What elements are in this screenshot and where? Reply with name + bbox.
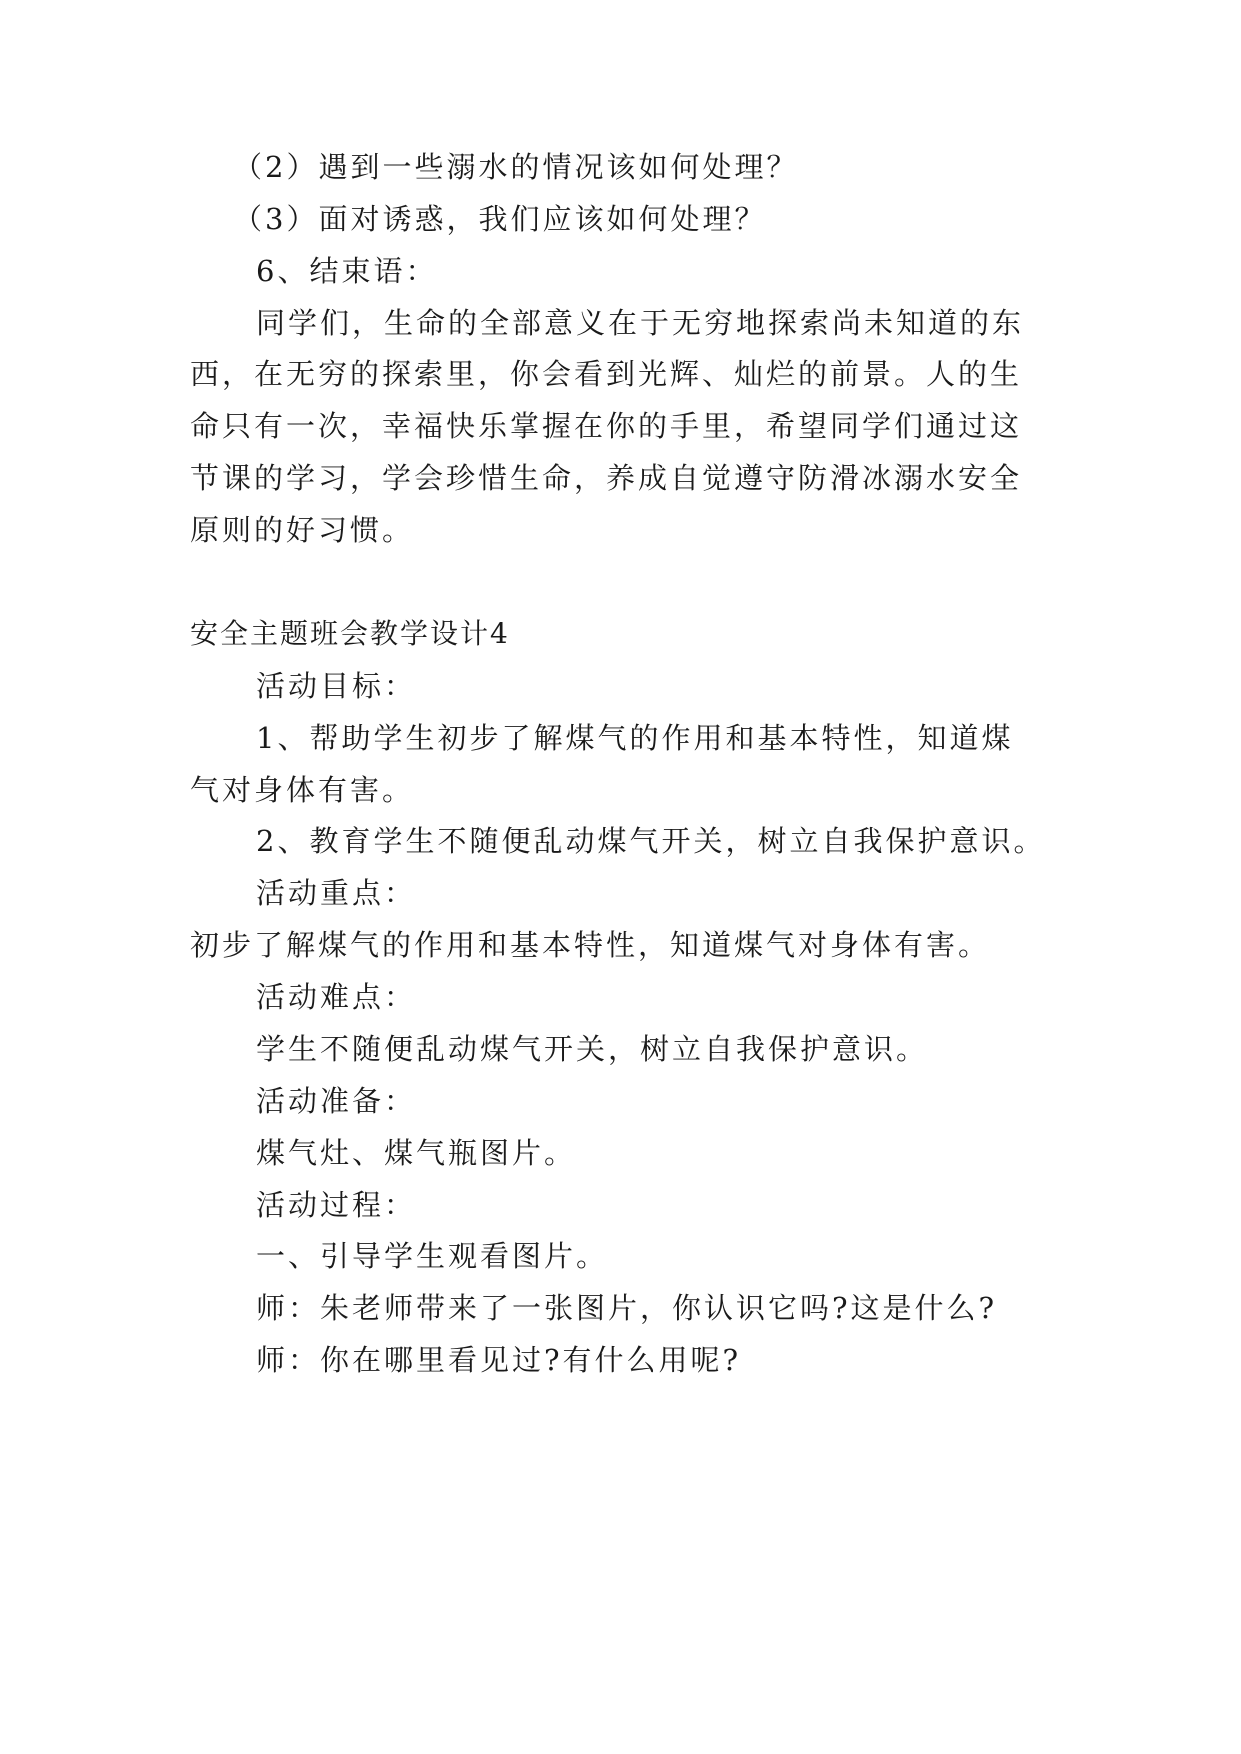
- activity-process-heading: 活动过程：: [256, 1188, 417, 1222]
- section-title: 安全主题班会教学设计4: [190, 617, 510, 650]
- activity-preparation-heading: 活动准备：: [256, 1084, 417, 1118]
- activity-focus-heading: 活动重点：: [256, 876, 417, 910]
- activity-preparation-text: 煤气灶、煤气瓶图片。: [256, 1136, 577, 1170]
- closing-paragraph-line-1: 同学们，生命的全部意义在于无穷地探索尚未知道的东: [256, 306, 1025, 340]
- closing-paragraph-line-4: 节课的学习，学会珍惜生命，养成自觉遵守防滑冰溺水安全: [190, 461, 1023, 495]
- teacher-line-2: 师：你在哪里看见过?有什么用呢?: [256, 1343, 742, 1377]
- teacher-line-1: 师：朱老师带来了一张图片，你认识它吗?这是什么?: [256, 1291, 998, 1325]
- closing-heading: 6、结束语：: [256, 254, 438, 288]
- activity-difficulty-heading: 活动难点：: [256, 980, 417, 1014]
- activity-difficulty-text: 学生不随便乱动煤气开关，树立自我保护意识。: [256, 1032, 929, 1066]
- activity-goals-heading: 活动目标：: [256, 669, 417, 703]
- closing-paragraph-line-5: 原则的好习惯。: [190, 513, 415, 547]
- goal-1-line-1: 1、帮助学生初步了解煤气的作用和基本特性，知道煤: [256, 721, 1014, 755]
- goal-2: 2、教育学生不随便乱动煤气开关，树立自我保护意识。: [256, 824, 1046, 858]
- process-step-1: 一、引导学生观看图片。: [256, 1239, 609, 1273]
- activity-focus-text: 初步了解煤气的作用和基本特性，知道煤气对身体有害。: [190, 928, 991, 962]
- closing-paragraph-line-2: 西，在无穷的探索里，你会看到光辉、灿烂的前景。人的生: [190, 357, 1023, 391]
- question-2: （2）遇到一些溺水的情况该如何处理？: [233, 150, 799, 184]
- closing-paragraph-line-3: 命只有一次，幸福快乐掌握在你的手里，希望同学们通过这: [190, 409, 1023, 443]
- goal-1-line-2: 气对身体有害。: [190, 773, 415, 807]
- question-3: （3）面对诱惑，我们应该如何处理？: [233, 202, 767, 236]
